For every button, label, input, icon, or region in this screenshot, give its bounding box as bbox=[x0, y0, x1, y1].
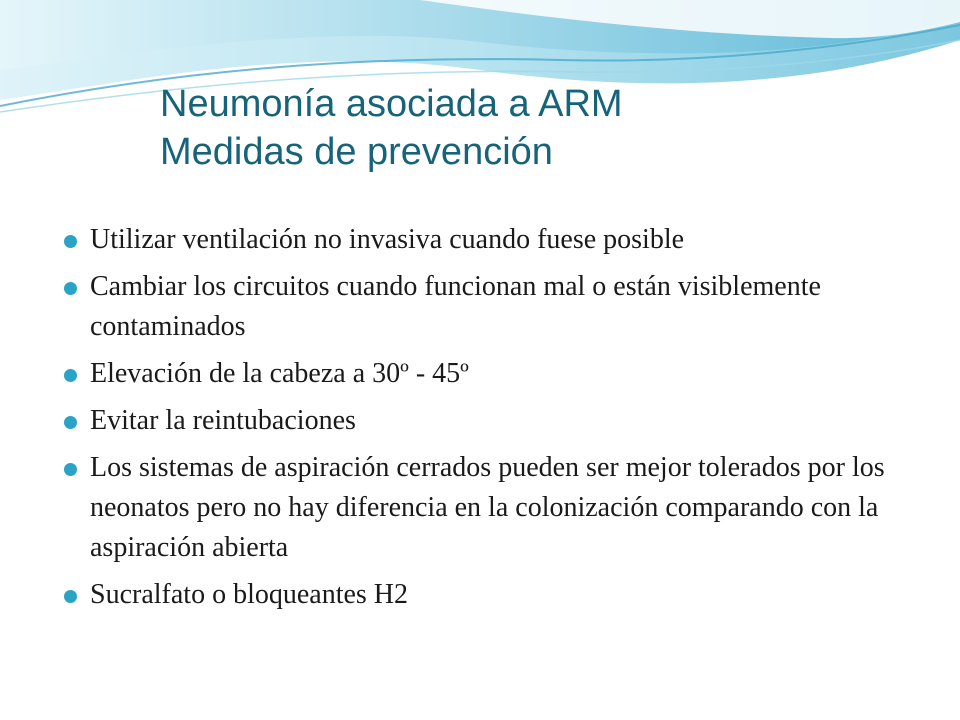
slide-title bbox=[160, 80, 920, 176]
bullet-text: Cambiar los circuitos cuando funcionan mal o están visiblemente contaminados bbox=[90, 271, 821, 342]
bullet-item bbox=[62, 401, 922, 441]
bullet-list bbox=[62, 220, 922, 622]
bullet-text: Sucralfato o bloqueantes H2 bbox=[90, 579, 409, 610]
bullet-text: Elevación de la cabeza a 30º - 45º bbox=[90, 358, 469, 389]
bullet-dot-icon bbox=[64, 369, 77, 382]
title-line-1: Neumonía asociada a ARM bbox=[160, 83, 623, 125]
bullet-item bbox=[62, 354, 922, 394]
bullet-item bbox=[62, 448, 922, 568]
bullet-dot-icon bbox=[64, 590, 77, 603]
bullet-dot-icon bbox=[64, 463, 77, 476]
bullet-dot-icon bbox=[64, 235, 77, 248]
bullet-dot-icon bbox=[64, 282, 77, 295]
bullet-item bbox=[62, 220, 922, 260]
bullet-item bbox=[62, 575, 922, 615]
title-line-2: Medidas de prevención bbox=[160, 131, 553, 173]
bullet-item bbox=[62, 267, 922, 347]
bullet-dot-icon bbox=[64, 416, 77, 429]
bullet-text: Evitar la reintubaciones bbox=[90, 405, 356, 436]
bullet-text: Los sistemas de aspiración cerrados pueden ser mejor tolerados por los neonatos pero no hay diferencia en la colonización comparando con la aspiración abierta bbox=[90, 452, 885, 563]
bullet-text: Utilizar ventilación no invasiva cuando fuese posible bbox=[90, 224, 685, 255]
